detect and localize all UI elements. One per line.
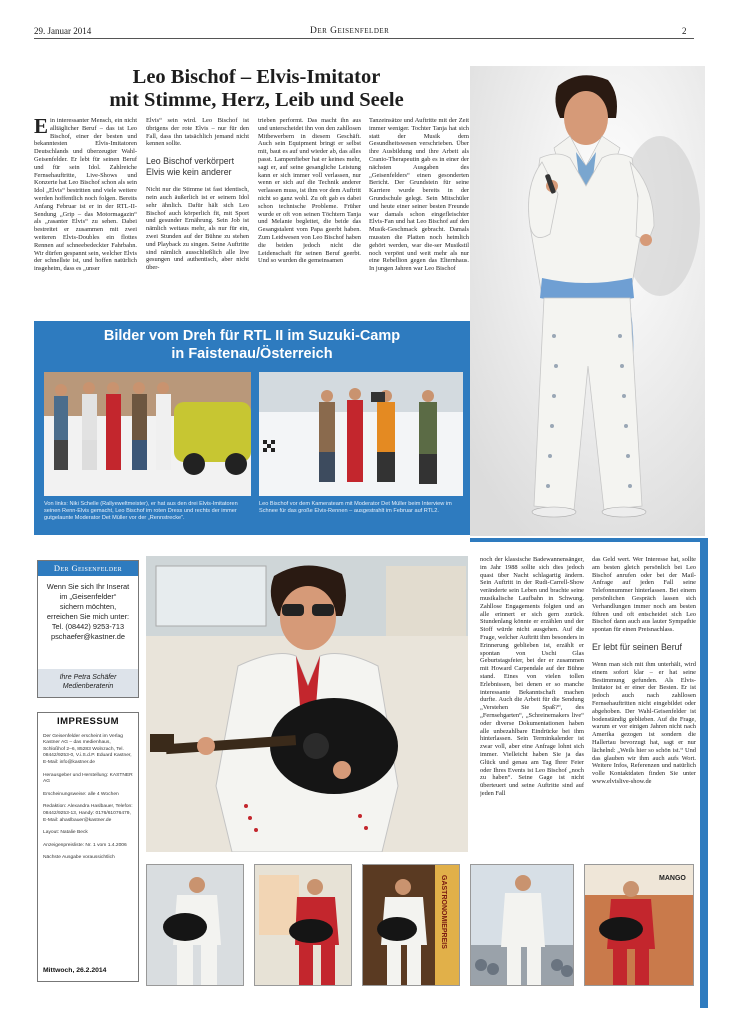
thumb-1-guitar: [146, 864, 244, 986]
ad-box: [37, 560, 139, 698]
impressum-pricelist: Anzeigenpreisliste: Nr. 1 vom 1.4.2006: [43, 842, 127, 848]
photo-box-title-line-2: in Faistenau/Österreich: [171, 346, 333, 362]
ad-email[interactable]: pschaefer@kastner.de: [50, 632, 126, 641]
sign-gastronomiepreis: GASTRONOMIEPREIS: [440, 875, 447, 949]
ad-contact-name: Ihre Petra Schäfer: [59, 674, 117, 681]
photo-group-car: [44, 372, 251, 496]
page-number: 2: [682, 26, 687, 36]
caption-right: Leo Bischof vor dem Kamerateam mit Moderator Det Müller beim Interview im Schnee für das große Elvis-Rennen – ausgestrahlt im Februar auf RTL2.: [259, 501, 452, 514]
lower-column-b-text-b: Wenn man sich mit ihm unterhält, wird einem sofort klar – er hat seine Bestimmung gefunden. Als Elvis-Imitator ist er einer der Besten. Er ist jedoch auch nach zahllosen Fernsehauftritten nicht eingebildet oder abgehoben. Der Wahl-Geisenfelder ist bodenständig geblieben. Auf die Frage, warum er vor einigen Jahren nicht nach Amerika gezogen ist sondern die Hallertau bevorzugt hat, sagt er nur lächelnd: „Weils hier so schön ist.“ Und das glauben wir ihm auch aufs Wort. Weitere Infos, Referenzen und natürlich volle Kontaktdaten finden Sie unter www.elvislive-show.de: [592, 660, 696, 785]
lower-column-b: [592, 556, 696, 856]
column-4-text: Tanzeinsätze und Auftritte mit der Zeit immer weniger. Tochter Tanja hat sich statt der Musik dem Gesundheitswesen verschrieben. Über ihre Ausbildung und ihre Arbeit als Cranio-Therapeutin gab es in einer der nächsten Ausgaben des „Geisenfelders“ einen gesonderten Bericht. Der Grundstein für seine Karriere wurde bereits in der Grundschule gelegt. Sein Mitschüler und heute einer seiner besten Freunde war damals schon eingefleischter Elvis-Fan und hat Leo Bischof auf den Musik-Geschmack gebracht. Damals mussten die Platten noch heimlich gehört werden, war die-ser Musikstil noch verpönt und weit mehr als nur eine Rebellion gegen das Elternhaus. In jungen Jahren war Leo Bischof: [369, 117, 469, 273]
thumb-2-red-suit: [254, 864, 352, 986]
thumb-5-mango: [584, 864, 694, 986]
thumb-4-stage: [470, 864, 574, 986]
article-column-3: [258, 117, 361, 317]
photo-interview-snow: [259, 372, 463, 496]
subhead-beruf: Er lebt für seinen Beruf: [592, 641, 682, 652]
column-2-text-a: Elvis“ sein wird. Leo Bischof ist übrigens der rote Elvis – nur für den Fall, dass ihn tatsächlich jemand nicht kennen sollte.: [146, 117, 249, 148]
photo-box-rtl2: [34, 321, 470, 535]
drop-cap: E: [34, 117, 49, 138]
accent-rule-horizontal: [470, 538, 708, 542]
lower-column-a: [480, 556, 584, 856]
ad-logo: Der Geisenfelder: [38, 561, 138, 576]
photo-elvis-guitar-car: [146, 556, 468, 852]
article-column-1: [34, 117, 137, 317]
subhead-elvis: Leo Bischof verkörpert Elvis wie kein anderer: [146, 156, 235, 178]
headline-line-1: Leo Bischof – Elvis-Imitator: [132, 66, 381, 88]
ad-line-1: Wenn Sie sich Ihr Inserat: [46, 582, 130, 591]
ad-line-2: im „Geisenfelder“: [59, 592, 117, 601]
article-column-4: [369, 117, 469, 317]
impressum-next-date: Mittwoch, 26.2.2014: [43, 967, 107, 975]
accent-rule-vertical: [700, 538, 708, 1008]
column-1-text: in interessanter Mensch, ein nicht alltäglicher Beruf – das ist Leo Bischof, einer der besten und bekanntesten Elvis-Imitatoren Deutschlands und überzeugter Wahl-Geisenfelder. Er lebt für seinen Beruf und für sein Idol. Zahlreiche Fernsehauftritte, Live-Shows und Konzerte hat Leo Bischof schon als sein Idol „Elvis“ bestritten und viele weitere werden hoffentlich noch folgen. Bereits Anfang Februar ist er in der RTL-II-Sendung „Grip – das Motormagazin“ als „rasanter Elvis“ zu sehen. Dabei bestreitet er zusammen mit zwei weiteren Elvis-Doubles ein flottes Rennen auf schneebedeckter Fahrbahn. Wir dürfen gespannt sein, welcher Elvis der schnellste ist, und hoffen natürlich insgeheim, dass es „unser: [34, 117, 137, 273]
article-column-2: [146, 117, 249, 317]
impressum-editorial: Redaktion: Alexandra Haslbauer, Telefon: 08442/9253-13, Handy: 0176/61076479, E-Mail: ahaslbauer@kastner.de: [43, 804, 133, 823]
column-2-text-b: Nicht nur die Stimme ist fast identisch, nein auch äußerlich ist er seinem Idol sehr ähnlich. Dafür hält sich Leo Bischof auch körperlich fit, mit Sport und gesunder Ernährung. Sein Job ist nämlich weitaus mehr, als nur für ein, zwei Stunden auf der Bühne zu stehen und Playback zu singen. Seine Auftritte sind nämlich ausschließlich alle live gesungen und authentisch, aber nicht über-: [146, 186, 249, 272]
photo-box-title: [34, 327, 470, 363]
ad-phone: Tel. (08442) 9253-713: [51, 622, 125, 631]
ad-line-4: erreichen Sie mich unter:: [46, 612, 130, 621]
impressum-title: IMPRESSUM: [56, 716, 120, 727]
newspaper-name: Der Geisenfelder: [310, 26, 390, 36]
issue-date: 29. Januar 2014: [34, 26, 92, 36]
caption-left: Von links: Niki Schelle (Rallyeweltmeister), er hat aus den drei Elvis-Imitatoren seinen Renn-Elvis gemacht, Leo Bischof im roten Dress und rechts der immer gutgelaunte Moderator Det Müller vor der „Rennstrecke“.: [44, 501, 238, 521]
sign-mango: MANGO: [659, 875, 686, 882]
impressum-box: [37, 712, 139, 982]
header-rule: [34, 38, 694, 39]
impressum-layout: Layout: Natalie Beck: [43, 830, 88, 836]
article-headline: [44, 66, 469, 112]
headline-line-2: mit Stimme, Herz, Leib und Seele: [109, 89, 404, 111]
impressum-publisher: Der Geisenfelder erscheint im Verlag Kastner AG – das medienhaus, Schloßhof 2–6, 85283 Wolnzach, Tel. 08442/9253-0, V.i.S.d.P. Eduard Kastner, E-Mail: info@kastner.de: [43, 733, 132, 765]
impressum-editor: Herausgeber und Herstellung: KASTNER AG: [43, 772, 133, 785]
lower-column-a-text: noch der klassische Badewannensänger, im Jahr 1988 sollte sich dies jedoch quasi über Nacht schlagartig ändern. Sein Auftritt in der Rudi-Carrell-Show veränderte sein Leben und brachte seine musikalische Laufbahn in Schwung. Zahllose Engagements folgten und an alle erinnert er sich gern zurück. Stundenlang könnte er erzählen und der Stoff würde nicht ausgehen. Auf die Frage, welcher Auftritt ihm besonders in Erinnerung geblieben ist, erzählt er spontan von Uschi Glas Geburtstagsfeier, bei der er zusammen mit Howard Carpendale auf der Bühne stand. Eines von vielen tollen Erlebnissen, bei denen er so manche interessante Bekanntschaft machen durfte. Auch die Arbeit für die Sendung „Verstehen Sie Spaß?“, des „Fernsehgarten“, „Schreinemakers live“ oder diverse Dokumentationen haben alle unbezahlbare Eindrücke bei ihm hinterlassen. Sein Terminkalender ist zwar voll, aber eine Anfrage lohnt sich immer. Vielleicht haben Sie ja das Glück und genau am Tag Ihrer Feier oder Ihres Events ist Leo Bischof „noch zu haben“. Seine Gage ist nicht überteuert und seine Auftritte sind auf jeden Fall: [480, 556, 584, 797]
ad-line-3: sichern möchten,: [59, 602, 117, 611]
impressum-next-label: Nächste Ausgabe voraussichtlich: [43, 855, 115, 861]
impressum-frequency: Erscheinungsweise: alle 4 Wochen: [43, 791, 119, 797]
ad-contact: [38, 669, 138, 697]
column-3-text: trieben performt. Das macht ihn aus und unterscheidet ihn von den zahllosen Mitbewerbern in diesem Geschäft. Auch sein Equipment bringt er selbst mit, baut es auf und wieder ab, das alles passt. Lampenfieber hat er keines mehr, sagt er, auf seine gesangliche Leistung kann er sich immer voll verlassen, nur wenn er sich auf die Technik anderer verlassen muss, ist ihm vor dem Auftritt nicht so ganz wohl. Zu oft gab es dabei schon technische Probleme. Früher wurde er oft von seinen Töchtern Tanja und Melanie begleitet, die beide das Gesangstalent vom Papa geerbt haben. Zum Leidwesen von Leo Bischof haben die beiden jedoch nicht die Leidenschaft für seinen Beruf geerbt. Und so wurden die gemeinsamen: [258, 117, 361, 265]
ad-contact-role: Medienberaterin: [62, 683, 114, 690]
ad-text: [38, 576, 138, 642]
photo-box-title-line-1: Bilder vom Dreh für RTL II im Suzuki-Camp: [103, 328, 401, 344]
thumb-3-gastro: [362, 864, 460, 986]
lower-column-b-text-a: das Geld wert. Wer Interesse hat, sollte am besten gleich persönlich bei Leo Bischof anrufen oder bei der Mail-Anfrage auf jeden Fall seine Telefonnummer hinterlassen. Bei einem persönlichen Gespräch lassen sich Verhandlungen immer noch am besten führen und oft entscheidet sich Leo Bischof dann auch aus lauter Sympathie spontan für einen Preisnachlass.: [592, 556, 696, 634]
hero-photo-elvis: [470, 66, 705, 536]
